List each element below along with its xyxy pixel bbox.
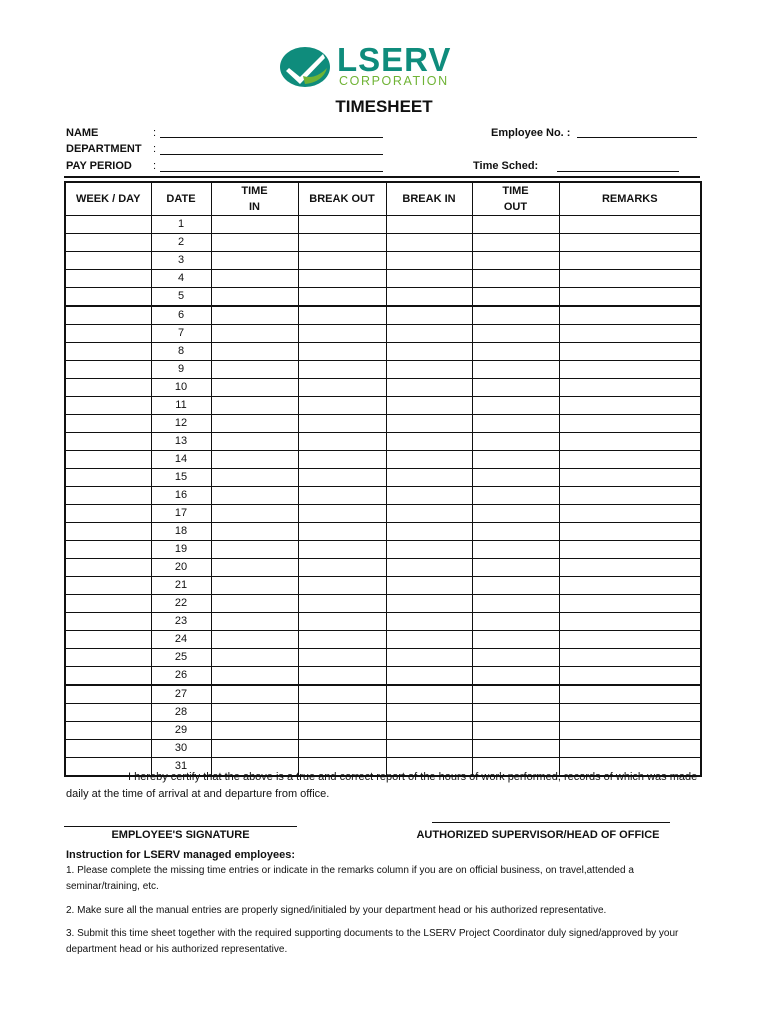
cell-break-out[interactable] xyxy=(298,704,386,722)
table-row xyxy=(65,722,701,740)
table-top-rule xyxy=(64,176,700,178)
time-sched-label: Time Sched: xyxy=(473,160,539,172)
cell-remarks[interactable] xyxy=(559,379,701,397)
cell-date: 20 xyxy=(151,559,211,577)
cell-week-day[interactable] xyxy=(65,487,151,505)
cell-week-day[interactable] xyxy=(65,433,151,451)
cell-remarks[interactable] xyxy=(559,505,701,523)
instruction-item: 2. Make sure all the manual entries are properly signed/initialed by your department head or his authorized representative. xyxy=(66,905,607,916)
cell-date: 15 xyxy=(151,469,211,487)
cell-break-in[interactable] xyxy=(386,252,472,270)
cell-date: 4 xyxy=(151,270,211,288)
cell-week-day[interactable] xyxy=(65,631,151,649)
cell-week-day[interactable] xyxy=(65,613,151,631)
cell-break-out[interactable] xyxy=(298,559,386,577)
table-row xyxy=(65,631,701,649)
cell-break-in[interactable] xyxy=(386,523,472,541)
cell-date: 11 xyxy=(151,397,211,415)
table-row xyxy=(65,595,701,613)
cell-break-in[interactable] xyxy=(386,270,472,288)
cell-date: 16 xyxy=(151,487,211,505)
supervisor-signature-label: AUTHORIZED SUPERVISOR/HEAD OF OFFICE xyxy=(416,829,660,841)
cell-break-in[interactable] xyxy=(386,451,472,469)
cell-time-out[interactable] xyxy=(472,252,559,270)
cell-time-out[interactable] xyxy=(472,541,559,559)
cell-time-out[interactable] xyxy=(472,270,559,288)
cell-break-in[interactable] xyxy=(386,234,472,252)
instruction-item: 3. Submit this time sheet together with the required supporting documents to the LSERV Project Coordinator duly signed/approved by your department head or his authorized representative. xyxy=(66,928,679,955)
table-row xyxy=(65,685,701,704)
cell-remarks[interactable] xyxy=(559,577,701,595)
cell-week-day[interactable] xyxy=(65,667,151,686)
cell-time-in[interactable] xyxy=(211,487,298,505)
cell-remarks[interactable] xyxy=(559,541,701,559)
cell-break-in[interactable] xyxy=(386,559,472,577)
cell-remarks[interactable] xyxy=(559,361,701,379)
cell-time-out[interactable] xyxy=(472,595,559,613)
pay-period-label: PAY PERIOD xyxy=(66,160,132,172)
cell-week-day[interactable] xyxy=(65,379,151,397)
cell-date: 13 xyxy=(151,433,211,451)
table-row xyxy=(65,234,701,252)
cell-date: 1 xyxy=(151,216,211,234)
cell-time-in[interactable] xyxy=(211,234,298,252)
cell-break-out[interactable] xyxy=(298,252,386,270)
table-row xyxy=(65,469,701,487)
cell-time-in[interactable] xyxy=(211,613,298,631)
table-row xyxy=(65,361,701,379)
cell-time-out[interactable] xyxy=(472,288,559,307)
cell-date: 27 xyxy=(151,685,211,704)
cell-time-in[interactable] xyxy=(211,649,298,667)
cell-remarks[interactable] xyxy=(559,252,701,270)
header-time-out xyxy=(472,182,559,216)
cell-date: 22 xyxy=(151,595,211,613)
department-label: DEPARTMENT xyxy=(66,143,142,155)
cell-week-day[interactable] xyxy=(65,685,151,704)
cell-remarks[interactable] xyxy=(559,704,701,722)
cell-time-in[interactable] xyxy=(211,306,298,325)
cell-time-out[interactable] xyxy=(472,379,559,397)
cell-break-out[interactable] xyxy=(298,667,386,686)
instruction-item: 1. Please complete the missing time entries or indicate in the remarks column if you are on official business, on travel,attended a seminar/training, etc. xyxy=(66,865,634,892)
cell-date: 2 xyxy=(151,234,211,252)
header-time-out-text: TIME OUT xyxy=(502,185,529,213)
cell-date: 6 xyxy=(151,306,211,325)
cell-week-day[interactable] xyxy=(65,343,151,361)
cell-break-in[interactable] xyxy=(386,667,472,686)
cell-break-in[interactable] xyxy=(386,306,472,325)
cell-break-in[interactable] xyxy=(386,740,472,758)
cell-remarks[interactable] xyxy=(559,397,701,415)
cell-date: 14 xyxy=(151,451,211,469)
cell-time-out[interactable] xyxy=(472,343,559,361)
table-row xyxy=(65,433,701,451)
name-field[interactable] xyxy=(160,137,383,138)
cell-time-out[interactable] xyxy=(472,505,559,523)
cell-time-in[interactable] xyxy=(211,451,298,469)
cell-time-in[interactable] xyxy=(211,505,298,523)
cell-time-out[interactable] xyxy=(472,306,559,325)
cell-date: 17 xyxy=(151,505,211,523)
cell-remarks[interactable] xyxy=(559,469,701,487)
cell-date: 29 xyxy=(151,722,211,740)
table-row xyxy=(65,270,701,288)
cell-remarks[interactable] xyxy=(559,559,701,577)
pay-period-field[interactable] xyxy=(160,171,383,172)
cell-time-in[interactable] xyxy=(211,541,298,559)
cell-week-day[interactable] xyxy=(65,288,151,307)
cell-break-in[interactable] xyxy=(386,469,472,487)
cell-break-out[interactable] xyxy=(298,469,386,487)
pay-period-colon: : xyxy=(153,160,157,172)
cell-week-day[interactable] xyxy=(65,325,151,343)
cell-remarks[interactable] xyxy=(559,631,701,649)
cell-time-out[interactable] xyxy=(472,685,559,704)
table-row xyxy=(65,306,701,325)
table-body xyxy=(65,216,701,777)
cell-remarks[interactable] xyxy=(559,487,701,505)
table-row xyxy=(65,505,701,523)
cell-time-in[interactable] xyxy=(211,631,298,649)
cell-date: 28 xyxy=(151,704,211,722)
cell-break-out[interactable] xyxy=(298,325,386,343)
cell-week-day[interactable] xyxy=(65,397,151,415)
cell-time-in[interactable] xyxy=(211,397,298,415)
cell-remarks[interactable] xyxy=(559,433,701,451)
cell-break-in[interactable] xyxy=(386,325,472,343)
cell-time-out[interactable] xyxy=(472,740,559,758)
header-time-in xyxy=(211,182,298,216)
cell-date: 31 xyxy=(151,758,211,777)
cell-time-in[interactable] xyxy=(211,469,298,487)
cell-week-day[interactable] xyxy=(65,415,151,433)
cell-time-in[interactable] xyxy=(211,288,298,307)
cell-break-in[interactable] xyxy=(386,685,472,704)
company-logo xyxy=(279,41,489,88)
cell-break-in[interactable] xyxy=(386,541,472,559)
cell-break-out[interactable] xyxy=(298,523,386,541)
cell-remarks[interactable] xyxy=(559,722,701,740)
cell-remarks[interactable] xyxy=(559,523,701,541)
cell-time-out[interactable] xyxy=(472,433,559,451)
cell-remarks[interactable] xyxy=(559,595,701,613)
cell-time-out[interactable] xyxy=(472,487,559,505)
cell-remarks[interactable] xyxy=(559,270,701,288)
cell-time-in[interactable] xyxy=(211,685,298,704)
cell-time-in[interactable] xyxy=(211,722,298,740)
cell-break-in[interactable] xyxy=(386,631,472,649)
cell-remarks[interactable] xyxy=(559,288,701,307)
cell-week-day[interactable] xyxy=(65,722,151,740)
cell-time-in[interactable] xyxy=(211,523,298,541)
table-row xyxy=(65,613,701,631)
cell-break-out[interactable] xyxy=(298,487,386,505)
cell-week-day[interactable] xyxy=(65,469,151,487)
cell-break-in[interactable] xyxy=(386,397,472,415)
cell-time-out[interactable] xyxy=(472,667,559,686)
cell-time-in[interactable] xyxy=(211,270,298,288)
cell-week-day[interactable] xyxy=(65,252,151,270)
cell-week-day[interactable] xyxy=(65,270,151,288)
cell-time-out[interactable] xyxy=(472,415,559,433)
cell-date: 12 xyxy=(151,415,211,433)
cell-date: 3 xyxy=(151,252,211,270)
cell-break-in[interactable] xyxy=(386,343,472,361)
cell-break-in[interactable] xyxy=(386,649,472,667)
cell-remarks[interactable] xyxy=(559,415,701,433)
table-row xyxy=(65,704,701,722)
cell-remarks[interactable] xyxy=(559,325,701,343)
cell-week-day[interactable] xyxy=(65,505,151,523)
table-row xyxy=(65,397,701,415)
page-title: TIMESHEET xyxy=(335,97,433,116)
cell-time-out[interactable] xyxy=(472,397,559,415)
cell-time-out[interactable] xyxy=(472,234,559,252)
cell-break-in[interactable] xyxy=(386,415,472,433)
cell-break-out[interactable] xyxy=(298,685,386,704)
cell-remarks[interactable] xyxy=(559,685,701,704)
header-break-out: BREAK OUT xyxy=(298,182,386,216)
cell-break-out[interactable] xyxy=(298,740,386,758)
cell-remarks[interactable] xyxy=(559,343,701,361)
header-break-in: BREAK IN xyxy=(386,182,472,216)
cell-date: 5 xyxy=(151,288,211,307)
cell-time-out[interactable] xyxy=(472,631,559,649)
cell-break-out[interactable] xyxy=(298,415,386,433)
cell-time-in[interactable] xyxy=(211,595,298,613)
header-remarks: REMARKS xyxy=(559,182,701,216)
cell-time-out[interactable] xyxy=(472,325,559,343)
cell-date: 10 xyxy=(151,379,211,397)
cell-break-out[interactable] xyxy=(298,343,386,361)
cell-break-in[interactable] xyxy=(386,487,472,505)
timesheet-table xyxy=(64,181,702,777)
cell-week-day[interactable] xyxy=(65,541,151,559)
cell-time-in[interactable] xyxy=(211,343,298,361)
employee-signature-line[interactable] xyxy=(64,826,297,827)
header-date: DATE xyxy=(151,182,211,216)
cell-date: 19 xyxy=(151,541,211,559)
cell-week-day[interactable] xyxy=(65,595,151,613)
cell-break-out[interactable] xyxy=(298,595,386,613)
employee-no-field[interactable] xyxy=(577,137,697,138)
cell-time-out[interactable] xyxy=(472,577,559,595)
cell-remarks[interactable] xyxy=(559,740,701,758)
table-row xyxy=(65,541,701,559)
cell-break-out[interactable] xyxy=(298,288,386,307)
cell-break-out[interactable] xyxy=(298,234,386,252)
cell-time-in[interactable] xyxy=(211,361,298,379)
cell-break-out[interactable] xyxy=(298,649,386,667)
cell-time-in[interactable] xyxy=(211,704,298,722)
cell-time-out[interactable] xyxy=(472,361,559,379)
cell-break-in[interactable] xyxy=(386,288,472,307)
cell-remarks[interactable] xyxy=(559,649,701,667)
cell-date: 8 xyxy=(151,343,211,361)
cell-week-day[interactable] xyxy=(65,234,151,252)
cell-time-out[interactable] xyxy=(472,704,559,722)
table-row xyxy=(65,487,701,505)
cell-break-out[interactable] xyxy=(298,270,386,288)
cell-date: 9 xyxy=(151,361,211,379)
cell-remarks[interactable] xyxy=(559,613,701,631)
cell-time-out[interactable] xyxy=(472,559,559,577)
cell-remarks[interactable] xyxy=(559,216,701,234)
cell-break-out[interactable] xyxy=(298,722,386,740)
cell-break-in[interactable] xyxy=(386,216,472,234)
instructions-title: Instruction for LSERV managed employees: xyxy=(66,849,296,861)
certification-text: I hereby certify that the above is a true and correct report of the hours of work performed, records of which was made daily at the time of arrival at and departure from office. xyxy=(66,771,698,800)
cell-break-in[interactable] xyxy=(386,722,472,740)
time-sched-field[interactable] xyxy=(557,171,679,172)
cell-break-in[interactable] xyxy=(386,433,472,451)
cell-week-day[interactable] xyxy=(65,559,151,577)
cell-time-out[interactable] xyxy=(472,469,559,487)
cell-break-out[interactable] xyxy=(298,433,386,451)
cell-break-out[interactable] xyxy=(298,631,386,649)
employee-signature-label: EMPLOYEE'S SIGNATURE xyxy=(111,829,250,841)
cell-break-in[interactable] xyxy=(386,361,472,379)
cell-week-day[interactable] xyxy=(65,740,151,758)
cell-time-in[interactable] xyxy=(211,740,298,758)
employee-no-label: Employee No. : xyxy=(491,127,571,139)
cell-break-out[interactable] xyxy=(298,379,386,397)
table-row xyxy=(65,559,701,577)
cell-break-out[interactable] xyxy=(298,577,386,595)
table-row xyxy=(65,216,701,234)
cell-date: 21 xyxy=(151,577,211,595)
cell-break-out[interactable] xyxy=(298,541,386,559)
table-row xyxy=(65,379,701,397)
cell-remarks[interactable] xyxy=(559,234,701,252)
cell-time-in[interactable] xyxy=(211,252,298,270)
cell-week-day[interactable] xyxy=(65,523,151,541)
cell-break-in[interactable] xyxy=(386,595,472,613)
name-colon: : xyxy=(153,127,157,139)
table-row xyxy=(65,740,701,758)
table-row xyxy=(65,577,701,595)
cell-date: 23 xyxy=(151,613,211,631)
cell-time-out[interactable] xyxy=(472,613,559,631)
cell-date: 30 xyxy=(151,740,211,758)
table-row xyxy=(65,288,701,307)
cell-date: 24 xyxy=(151,631,211,649)
cell-break-in[interactable] xyxy=(386,613,472,631)
cell-time-out[interactable] xyxy=(472,523,559,541)
cell-date: 18 xyxy=(151,523,211,541)
cell-break-out[interactable] xyxy=(298,397,386,415)
cell-time-in[interactable] xyxy=(211,433,298,451)
header-time-in-text: TIME IN xyxy=(241,185,268,213)
cell-break-out[interactable] xyxy=(298,361,386,379)
cell-remarks[interactable] xyxy=(559,451,701,469)
cell-break-out[interactable] xyxy=(298,613,386,631)
table-row xyxy=(65,415,701,433)
table-row xyxy=(65,343,701,361)
supervisor-signature-line[interactable] xyxy=(432,822,670,823)
cell-time-in[interactable] xyxy=(211,325,298,343)
cell-date: 25 xyxy=(151,649,211,667)
table-row xyxy=(65,325,701,343)
cell-date: 26 xyxy=(151,667,211,686)
name-label: NAME xyxy=(66,127,99,139)
department-colon: : xyxy=(153,143,157,155)
cell-break-out[interactable] xyxy=(298,306,386,325)
cell-week-day[interactable] xyxy=(65,361,151,379)
cell-time-in[interactable] xyxy=(211,577,298,595)
cell-time-out[interactable] xyxy=(472,649,559,667)
logo-subtitle: CORPORATION xyxy=(339,74,449,88)
cell-break-out[interactable] xyxy=(298,216,386,234)
table-row xyxy=(65,649,701,667)
table-row xyxy=(65,667,701,686)
table-row xyxy=(65,252,701,270)
cell-time-in[interactable] xyxy=(211,559,298,577)
cell-remarks[interactable] xyxy=(559,667,701,686)
cell-break-in[interactable] xyxy=(386,704,472,722)
cell-time-in[interactable] xyxy=(211,415,298,433)
cell-remarks[interactable] xyxy=(559,306,701,325)
cell-break-in[interactable] xyxy=(386,577,472,595)
cell-time-out[interactable] xyxy=(472,722,559,740)
cell-week-day[interactable] xyxy=(65,577,151,595)
cell-time-in[interactable] xyxy=(211,379,298,397)
department-field[interactable] xyxy=(160,154,383,155)
cell-week-day[interactable] xyxy=(65,704,151,722)
cell-time-out[interactable] xyxy=(472,451,559,469)
cell-week-day[interactable] xyxy=(65,306,151,325)
table-row xyxy=(65,451,701,469)
checkmark-logo-icon xyxy=(279,46,331,88)
cell-time-in[interactable] xyxy=(211,667,298,686)
cell-break-in[interactable] xyxy=(386,505,472,523)
header-week-day: WEEK / DAY xyxy=(65,182,151,216)
cell-week-day[interactable] xyxy=(65,451,151,469)
cell-break-out[interactable] xyxy=(298,505,386,523)
cell-time-in[interactable] xyxy=(211,216,298,234)
cell-time-out[interactable] xyxy=(472,216,559,234)
cell-week-day[interactable] xyxy=(65,216,151,234)
table-header-row xyxy=(65,182,701,216)
cell-date: 7 xyxy=(151,325,211,343)
cell-break-out[interactable] xyxy=(298,451,386,469)
logo-name: LSERV xyxy=(337,41,452,78)
cell-week-day[interactable] xyxy=(65,649,151,667)
cell-break-in[interactable] xyxy=(386,379,472,397)
table-row xyxy=(65,523,701,541)
